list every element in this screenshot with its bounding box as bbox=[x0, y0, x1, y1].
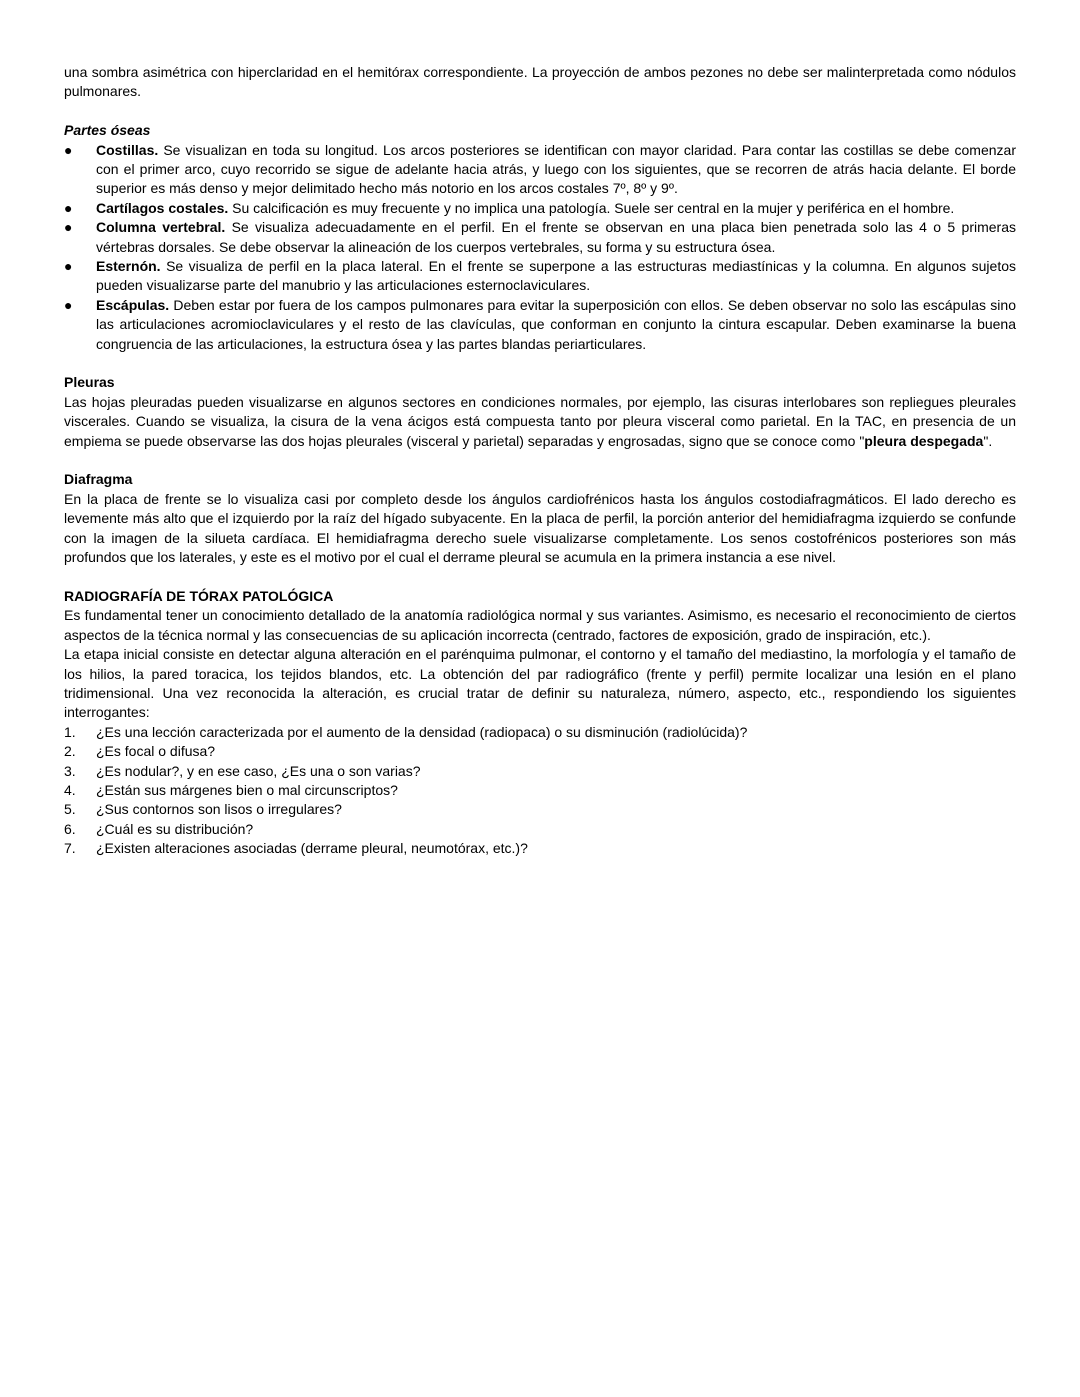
pleuras-text-after: ". bbox=[983, 432, 993, 449]
list-item-text: ¿Es nodular?, y en ese caso, ¿Es una o son varias? bbox=[96, 762, 421, 779]
patologica-paragraph-1: Es fundamental tener un conocimiento detallado de la anatomía radiológica normal y sus variantes. Asimismo, es necesario el reconocimiento de ciertos aspectos de la técnica normal y las consecuencias de su aplicación incorrecta (centrado, factores de exposición, grado de inspiración, etc.). bbox=[64, 607, 1016, 643]
diafragma-section bbox=[64, 470, 1016, 567]
list-item-text: Se visualiza de perfil en la placa lateral. En el frente se superpone a las estructuras mediastínicas y la columna. En algunos sujetos pueden visualizarse parte del manubrio y las articulaciones esternoclaviculares. bbox=[96, 258, 1016, 294]
list-item-text: ¿Existen alteraciones asociadas (derrame pleural, neumotórax, etc.)? bbox=[96, 840, 528, 857]
list-item bbox=[64, 800, 1016, 819]
list-item bbox=[64, 820, 1016, 839]
list-item-term: Cartílagos costales. bbox=[96, 199, 229, 216]
list-number: 6. bbox=[64, 820, 76, 837]
partes-oseas-section bbox=[64, 121, 1016, 354]
list-item-text: ¿Sus contornos son lisos o irregulares? bbox=[96, 801, 342, 818]
spacer bbox=[64, 102, 1016, 121]
pleuras-section bbox=[64, 373, 1016, 451]
list-item bbox=[64, 296, 1016, 354]
patologica-heading: RADIOGRAFÍA DE TÓRAX PATOLÓGICA bbox=[64, 587, 334, 604]
list-item-text: ¿Es una lección caracterizada por el aumento de la densidad (radiopaca) o su disminución (radiolúcida)? bbox=[96, 723, 748, 740]
list-item bbox=[64, 141, 1016, 199]
partes-oseas-list bbox=[64, 141, 1016, 354]
list-item-text: Se visualiza adecuadamente en el perfil. En el frente se observan en una placa bien penetrada solo las 4 o 5 primeras vértebras dorsales. Se debe observar la alineación de los cuerpos vertebrales, su forma y su estructura ósea. bbox=[96, 219, 1016, 255]
pleuras-paragraph bbox=[64, 393, 1016, 451]
questions-list bbox=[64, 723, 1016, 859]
bullet-icon: ● bbox=[64, 199, 73, 216]
list-number: 5. bbox=[64, 801, 76, 818]
intro-paragraph: una sombra asimétrica con hiperclaridad en el hemitórax correspondiente. La proyección de ambos pezones no debe ser malinterpretada como nódulos pulmonares. bbox=[64, 64, 1016, 100]
list-item-text: Se visualizan en toda su longitud. Los arcos posteriores se identifican con mayor claridad. Para contar las costillas se debe comenzar con el primer arco, cuyo recorrido se sigue de adelante hacia atrás, y luego con los siguientes, que se recorren de atrás hacia delante. El borde superior es más denso y mejor delimitado hecho más notorio en los arcos costales 7º, 8º y 9º. bbox=[96, 141, 1016, 197]
list-item-text: Su calcificación es muy frecuente y no implica una patología. Suele ser central en la mujer y periférica en el hombre. bbox=[228, 199, 955, 216]
list-item-text: ¿Cuál es su distribución? bbox=[96, 820, 254, 837]
list-item bbox=[64, 742, 1016, 761]
patologica-section bbox=[64, 587, 1016, 859]
list-item-term: Esternón. bbox=[96, 258, 161, 275]
partes-oseas-heading: Partes óseas bbox=[64, 122, 151, 139]
list-item-text: ¿Están sus márgenes bien o mal circunscriptos? bbox=[96, 781, 398, 798]
list-number: 3. bbox=[64, 762, 76, 779]
patologica-paragraph-2: La etapa inicial consiste en detectar alguna alteración en el parénquima pulmonar, el contorno y el tamaño del mediastino, la morfología y el tamaño de los hilios, la pared toracica, los tejidos blandos, etc. La obtención del par radiográfico (frente y perfil) permite localizar una lesión en el plano tridimensional. Una vez reconocida la alteración, es crucial tratar de definir su naturaleza, número, aspecto, etc., respondiendo los siguientes interrogantes: bbox=[64, 646, 1016, 721]
list-item-body bbox=[96, 199, 1016, 218]
spacer bbox=[64, 568, 1016, 587]
list-item bbox=[64, 257, 1016, 296]
bullet-icon: ● bbox=[64, 258, 73, 275]
bullet-icon: ● bbox=[64, 219, 73, 236]
list-number: 4. bbox=[64, 781, 76, 798]
list-number: 1. bbox=[64, 723, 76, 740]
spacer bbox=[64, 451, 1016, 470]
list-item-body bbox=[96, 218, 1016, 257]
list-item-term: Costillas. bbox=[96, 141, 159, 158]
bullet-icon: ● bbox=[64, 141, 73, 158]
list-item-body bbox=[96, 141, 1016, 199]
diafragma-heading: Diafragma bbox=[64, 471, 133, 488]
list-item-term: Escápulas. bbox=[96, 296, 170, 313]
list-item bbox=[64, 199, 1016, 218]
list-item bbox=[64, 218, 1016, 257]
pleuras-bold-term: pleura despegada bbox=[864, 432, 984, 449]
list-item-term: Columna vertebral. bbox=[96, 219, 226, 236]
pleuras-heading: Pleuras bbox=[64, 374, 115, 391]
list-item-body bbox=[96, 296, 1016, 354]
pleuras-text-before: Las hojas pleuradas pueden visualizarse en algunos sectores en condiciones normales, por ejemplo, las cisuras interlobares son repliegues pleurales viscerales. Cuando se visualiza, la cisura de la vena ácigos está compuesta tanto por pleura visceral como parietal. En la TAC, en presencia de un empiema se puede observarse las dos hojas pleurales (visceral y parietal) separadas y engrosadas, signo que se conoce como " bbox=[64, 393, 1016, 449]
list-item-text: Deben estar por fuera de los campos pulmonares para evitar la superposición con ellos. Se deben observar no solo las escápulas sino las articulaciones acromioclaviculares y el resto de las clavículas, que conforman en conjunto la cintura escapular. Deben examinarse la buena congruencia de las articulaciones, la estructura ósea y las partes blandas periarticulares. bbox=[96, 296, 1016, 352]
list-item-text: ¿Es focal o difusa? bbox=[96, 743, 216, 760]
bullet-icon: ● bbox=[64, 296, 73, 313]
list-item bbox=[64, 839, 1016, 858]
list-number: 2. bbox=[64, 743, 76, 760]
list-number: 7. bbox=[64, 840, 76, 857]
list-item bbox=[64, 723, 1016, 742]
diafragma-paragraph: En la placa de frente se lo visualiza casi por completo desde los ángulos cardiofrénicos hasta los ángulos costodiafragmáticos. El lado derecho es levemente más alto que el izquierdo por la raíz del hígado subyacente. En la placa de perfil, la porción anterior del hemidiafragma izquierdo se confunde con la imagen de la silueta cardíaca. El hemidiafragma derecho suele visualizarse completamente. Los senos costofrénicos posteriores son más profundos que los laterales, y este es el motivo por el cual el derrame pleural se acumula en la primera instancia a ese nivel. bbox=[64, 490, 1016, 566]
document-page bbox=[64, 63, 1016, 859]
list-item-body bbox=[96, 257, 1016, 296]
list-item bbox=[64, 762, 1016, 781]
spacer bbox=[64, 354, 1016, 373]
list-item bbox=[64, 781, 1016, 800]
